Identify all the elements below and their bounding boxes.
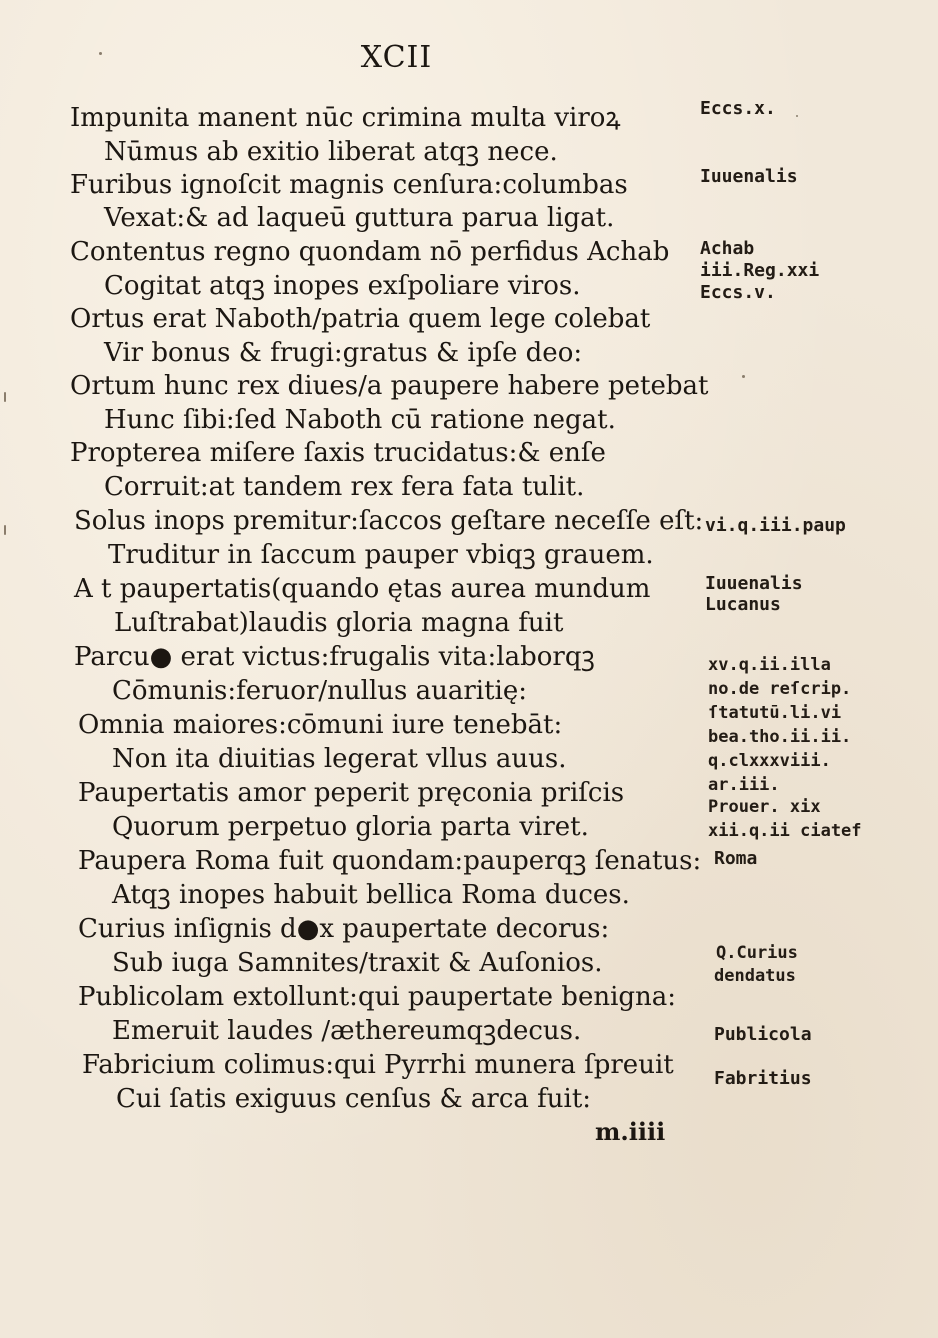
margin-note: vi.q.iii.paup xyxy=(705,515,846,536)
margin-note: Eccs.x. xyxy=(700,98,776,119)
margin-note: Lucanus xyxy=(705,594,781,615)
poem-line: Omnia maiores:cōmuni iure tenebāt: xyxy=(78,710,563,740)
margin-note: Eccs.v. xyxy=(700,282,776,303)
catchword-signature: m.iiii xyxy=(595,1117,666,1146)
poem-line: Quorum perpetuo gloria parta viret. xyxy=(112,812,589,842)
poem-line: Vir bonus & frugi:gratus & ipſe deo: xyxy=(104,338,583,368)
margin-note: xii.q.ii ciatef xyxy=(708,821,862,841)
ink-speck xyxy=(4,392,6,402)
margin-note: Fabritius xyxy=(714,1068,812,1089)
poem-line: Propterea miſere ſaxis trucidatus:& enſe xyxy=(70,438,606,468)
ink-speck xyxy=(4,525,6,535)
margin-note: no.de reſcrip. xyxy=(708,679,852,699)
poem-line: Hunc ſibi:ſed Naboth cū ratione negat. xyxy=(104,405,616,435)
folio-number: XCII xyxy=(360,40,433,75)
poem-line: Emeruit laudes /æthereumqꝫdecus. xyxy=(112,1016,582,1046)
poem-line: Luſtrabat)laudis gloria magna fuit xyxy=(114,608,564,638)
margin-note: Iuuenalis xyxy=(700,166,798,187)
poem-line: Parcu● erat victus:frugalis vita:laborqꝫ xyxy=(74,642,595,672)
margin-note: bea.tho.ii.ii. xyxy=(708,727,852,747)
ink-speck xyxy=(99,52,102,55)
poem-line: Fabricium colimus:qui Pyrrhi munera ſpreuit xyxy=(82,1050,674,1080)
poem-line: Truditur in ſaccum pauper vbiqꝫ grauem. xyxy=(108,540,654,570)
poem-line: Vexat:& ad laqueū guttura parua ligat. xyxy=(104,203,615,233)
ink-speck xyxy=(742,375,745,378)
margin-note: Iuuenalis xyxy=(705,573,803,594)
poem-line: Atqꝫ inopes habuit bellica Roma duces. xyxy=(112,880,630,910)
ink-speck xyxy=(796,115,798,117)
margin-note: dendatus xyxy=(714,966,796,986)
margin-note: Roma xyxy=(714,848,758,869)
margin-note: q.clxxxviii. xyxy=(708,751,831,771)
poem-line: Curius inſignis d●x paupertate decorus: xyxy=(78,914,610,944)
margin-note: iii.Reg.xxi xyxy=(700,260,820,281)
poem-line: Impunita manent nūc crimina multa viroꝝ xyxy=(70,103,621,133)
margin-note: Achab xyxy=(700,238,755,259)
margin-note: ar.iii. xyxy=(708,775,780,795)
poem-line: Sub iuga Samnites/traxit & Auſonios. xyxy=(112,948,603,978)
poem-line: Cui ſatis exiguus cenſus & arca fuit: xyxy=(116,1084,592,1114)
margin-note: Q.Curius xyxy=(716,943,798,963)
margin-note: ſtatutū.li.vi xyxy=(708,703,842,723)
poem-line: Ortus erat Naboth/patria quem lege colebat xyxy=(70,304,651,334)
poem-line: Publicolam extollunt:qui paupertate benigna: xyxy=(78,982,677,1012)
poem-line: Furibus ignoſcit magnis cenſura:columbas xyxy=(70,170,628,200)
margin-note: Prouer. xix xyxy=(708,797,821,817)
poem-line: Paupertatis amor peperit pręconia priſcis xyxy=(78,778,625,808)
poem-line: Cōmunis:feruor/nullus auaritię: xyxy=(112,676,528,706)
poem-line: Non ita diuitias legerat vllus auus. xyxy=(112,744,567,774)
poem-line: Cogitat atqꝫ inopes exſpoliare viros. xyxy=(104,271,581,301)
poem-line: Contentus regno quondam nō perfidus Achab xyxy=(70,237,670,267)
margin-note: xv.q.ii.illa xyxy=(708,655,831,675)
poem-line: Ortum hunc rex diues/a paupere habere petebat xyxy=(70,371,709,401)
poem-line: Nūmus ab exitio liberat atqꝫ nece. xyxy=(104,137,558,167)
poem-line: Paupera Roma fuit quondam:pauperqꝫ ſenatus: xyxy=(78,846,702,876)
poem-line: Corruit:at tandem rex fera fata tulit. xyxy=(104,472,585,502)
poem-line: Solus inops premitur:ſaccos geſtare neceſſe eſt: xyxy=(74,506,704,536)
poem-line: A t paupertatis(quando ętas aurea mundum xyxy=(74,574,651,604)
margin-note: Publicola xyxy=(714,1024,812,1045)
